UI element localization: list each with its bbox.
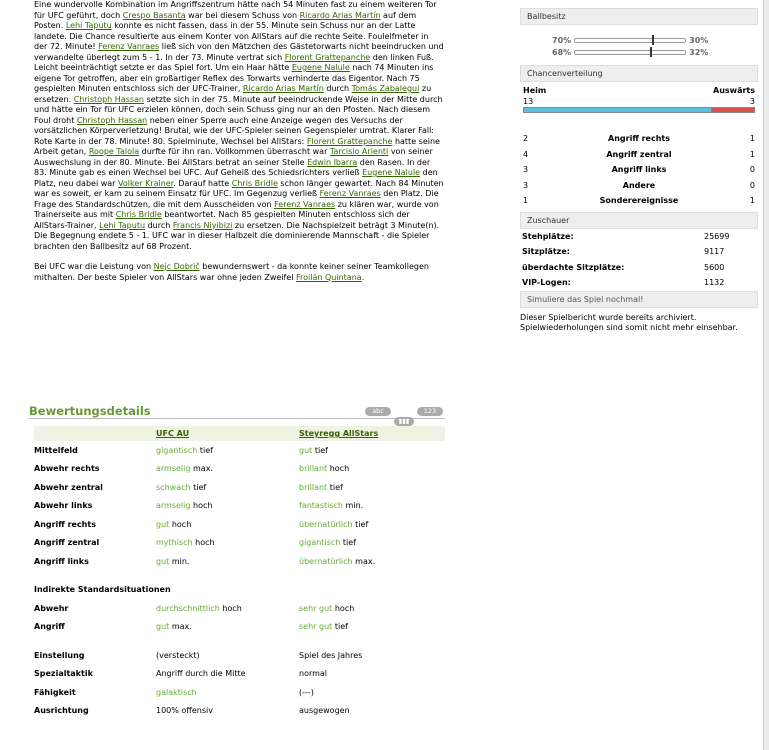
player-link[interactable]: Edwin Ibarra	[307, 157, 358, 167]
home-rating	[156, 534, 299, 553]
chance-label: Sonderereignisse	[599, 196, 679, 206]
tactic-label: Einstellung	[34, 650, 85, 660]
possession-row	[552, 35, 708, 45]
player-link[interactable]: Ferenz Vanraes	[274, 199, 336, 209]
tactic-row	[34, 646, 445, 665]
possession-box	[520, 25, 758, 65]
spectator-value: 1132	[704, 278, 725, 288]
report-text: durch	[145, 220, 173, 230]
chances-bar-home	[524, 108, 711, 112]
player-link[interactable]: Tarcisio Arienti	[329, 147, 389, 156]
view-bars-button[interactable]: ▮▮▮	[394, 417, 414, 426]
player-link[interactable]: Chris Bridle	[115, 210, 162, 219]
chance-away: 1	[749, 196, 755, 206]
player-link[interactable]: Florent Grattepanche	[284, 52, 371, 62]
home-rating-sublevel: tief	[199, 445, 214, 455]
away-rating	[299, 599, 445, 618]
chance-row	[520, 193, 758, 209]
rating-row	[34, 618, 445, 637]
ratings-table	[34, 426, 445, 720]
away-rating	[299, 515, 445, 534]
rating-label: Angriff	[34, 622, 65, 632]
home-rating-value: mythisch	[156, 538, 193, 548]
report-text: nach 74 Minuten ins eigene Tor getroffen, aber ein großartiger Reflex des Torwarts verhinderte das Eigentor. Nach 75 gespielten Minuten entschloss sich der UFC-Trainer,	[34, 63, 434, 93]
tactic-row	[34, 702, 445, 721]
home-rating	[156, 460, 299, 479]
away-rating	[299, 460, 445, 479]
tactic-label: Spezialtaktik	[34, 669, 93, 679]
spectators-list	[520, 229, 758, 291]
chances-away-label: Auswärts	[713, 86, 755, 95]
chances-bar	[523, 107, 755, 113]
player-link[interactable]: Ferenz Vanraes	[98, 42, 160, 51]
possession-away: 30%	[689, 35, 709, 45]
possession-slider	[574, 50, 686, 55]
away-tactic: normal	[299, 669, 328, 679]
chance-home: 2	[523, 134, 529, 144]
report-text: bewundernswert - da konnte keiner seiner Teamkollegen mithalten. Der beste Spieler von AllStars war ohne jeden Zweifel	[34, 262, 429, 282]
report-paragraph-1	[34, 0, 444, 252]
spectator-row	[520, 275, 758, 291]
table-spacer	[34, 636, 445, 646]
home-rating-value: armselig	[156, 464, 191, 474]
away-rating	[299, 552, 445, 571]
chance-row	[520, 147, 758, 163]
report-text: schon länger gewartet. Nach 84 Minuten war es soweit, er kam zu seinem Einsatz für UFC. Im Gegenzug verließ	[34, 178, 444, 198]
spectator-value: 9117	[704, 247, 725, 257]
chance-away: 0	[749, 165, 755, 175]
away-rating-sublevel: tief	[342, 538, 357, 548]
rating-row	[34, 599, 445, 618]
spectator-value: 5600	[704, 262, 725, 272]
spectator-row	[520, 229, 758, 245]
report-text: Eine wundervolle Kombination im Angriffszentrum hätte nach 54 Minuten fast zu einem weiteren Tor für UFC geführt, doch	[34, 0, 437, 20]
spectator-value: 25699	[704, 231, 730, 241]
away-rating	[299, 497, 445, 516]
home-tactic: (versteckt)	[156, 650, 200, 660]
chance-row	[520, 178, 758, 194]
away-rating-value: brillant	[299, 482, 328, 492]
home-rating-sublevel: min.	[171, 556, 190, 566]
possession-home: 70%	[552, 35, 572, 45]
chances-home-label: Heim	[523, 86, 547, 95]
report-text: durch	[323, 84, 352, 93]
rating-row	[34, 497, 445, 516]
away-tactic: (---)	[299, 687, 314, 697]
report-text: konnte es nicht fassen, dass in der 55. Minute sein Schuss nur an der Latte landete. Die Chance resultierte aus einem Konter von AllStars auf die rechte Seite. Foulelfmeter in der 72. Minute!	[34, 21, 429, 51]
away-tactic: Spiel des Jahres	[299, 650, 363, 660]
spectators-title: Zuschauer	[520, 212, 758, 229]
away-rating-value: übernatürlich	[299, 556, 353, 566]
ratings-table-header	[34, 426, 445, 441]
player-link[interactable]: Lehi Taputu	[99, 220, 146, 230]
report-text: durfte für ihn ran. Vollkommen überrascht war	[139, 147, 330, 156]
indirect-section	[34, 581, 445, 600]
chances-title: Chancenverteilung	[520, 65, 758, 82]
possession-away: 32%	[689, 47, 709, 57]
tactic-label: Ausrichtung	[34, 706, 89, 716]
player-link[interactable]: Eugene Nalule	[362, 168, 421, 177]
home-team-link[interactable]: UFC AU	[156, 429, 190, 438]
spectator-label: Stehplätze:	[522, 231, 574, 241]
home-rating	[156, 552, 299, 571]
home-rating-sublevel: hoch	[195, 538, 215, 548]
rating-row	[34, 515, 445, 534]
home-rating-value: schwach	[156, 482, 191, 492]
player-link[interactable]: Crespo Basanta	[122, 10, 186, 20]
tactic-row	[34, 683, 445, 702]
home-rating	[156, 497, 299, 516]
view-text-button[interactable]: abc	[365, 407, 391, 416]
away-rating	[299, 478, 445, 497]
player-link[interactable]: Tomás Zabalegui	[351, 84, 420, 93]
home-rating-value: gut	[156, 556, 170, 566]
player-link[interactable]: Froilán Quintana	[296, 272, 362, 282]
spectator-row	[520, 260, 758, 276]
rating-row	[34, 534, 445, 553]
table-spacer	[34, 571, 445, 581]
chances-home-total: 13	[523, 97, 534, 106]
chances-list	[520, 131, 758, 209]
tactic-label: Fähigkeit	[34, 687, 76, 697]
home-rating-sublevel: hoch	[193, 501, 213, 511]
chance-home: 3	[523, 180, 529, 190]
player-link[interactable]: Christoph Hassan	[76, 115, 148, 125]
report-text: Bei UFC war die Leistung von	[34, 262, 154, 271]
home-tactic: Angriff durch die Mitte	[156, 669, 246, 679]
rating-label: Angriff zentral	[34, 538, 100, 548]
ratings-header	[29, 404, 445, 425]
home-rating	[156, 441, 299, 460]
archived-notice: Dieser Spielbericht wurde bereits archiviert. Spielwiederholungen sind somit nicht mehr einsehbar.	[520, 312, 738, 332]
player-link[interactable]: Roope Talola	[88, 147, 140, 156]
rating-label: Abwehr	[34, 603, 69, 613]
report-text: war bei diesem Schuss von	[185, 10, 300, 20]
player-link[interactable]: Nejc Dobrič	[153, 262, 200, 271]
view-numbers-button[interactable]: 123	[417, 407, 443, 416]
home-rating	[156, 515, 299, 534]
chance-home: 1	[523, 196, 529, 206]
view-toggle	[365, 407, 443, 426]
home-rating-sublevel: hoch	[171, 519, 192, 529]
away-rating-sublevel: hoch	[334, 603, 355, 613]
rating-label: Abwehr zentral	[34, 482, 103, 492]
report-text: beantwortet. Nach 85 gespielten Minuten entschloss sich der AllStars-Trainer,	[34, 210, 410, 230]
indirect-title: Indirekte Standardsituationen	[34, 585, 171, 595]
home-rating-sublevel: tief	[193, 482, 207, 492]
home-rating-value: gut	[156, 622, 170, 632]
away-rating-sublevel: tief	[329, 482, 343, 492]
report-text: . Darauf hatte	[173, 178, 232, 188]
spectator-row	[520, 244, 758, 260]
away-rating-sublevel: min.	[345, 501, 364, 511]
possession-home: 68%	[552, 47, 572, 57]
home-tactic: 100% offensiv	[156, 706, 213, 716]
chance-away: 1	[749, 149, 755, 159]
chance-away: 0	[749, 180, 755, 190]
player-link[interactable]: Ricardo Arias Martín	[242, 84, 324, 93]
sidebar	[520, 0, 758, 334]
player-link[interactable]: Lehi Taputu	[65, 21, 112, 30]
spectator-label: VIP-Logen:	[522, 278, 571, 288]
report-text: zu ersetzen.	[34, 84, 432, 104]
report-text: den linken Fuß. Leicht beeinträchtigt setzte er das Spiel fort. Um ein Haar hätte	[34, 52, 434, 72]
possession-thumb	[650, 47, 652, 57]
rating-label: Abwehr rechts	[34, 464, 100, 474]
player-link[interactable]: Eugene Nalule	[291, 63, 350, 72]
match-report	[34, 0, 444, 283]
rating-label: Angriff rechts	[34, 519, 96, 529]
spectator-label: Sitzplätze:	[522, 247, 570, 257]
home-rating-value: gut	[156, 519, 170, 529]
player-link[interactable]: Chris Bridle	[231, 178, 278, 188]
report-text: den Platz. Die Frage des Standardschützen, die mit dem Ausscheiden von	[34, 189, 439, 209]
chance-row	[520, 131, 758, 147]
player-link[interactable]: Volker Krainer	[118, 178, 174, 188]
rating-row	[34, 478, 445, 497]
home-rating-sublevel: max.	[193, 464, 213, 474]
report-text: setzte sich in der 75. Minute auf beeindruckende Weise in der Mitte durch und hätte ein Tor für UFC erzielen können, doch sein Schuss ging nur an den Pfosten. Nach diesem Foul droht	[34, 94, 443, 125]
possession-thumb	[652, 35, 654, 45]
report-text: zu ersetzen. Die Nachspielzeit beträgt 3 Minute(n). Die Begegnung endete 5 - 1. UFC war in dieser Halbzeit die dominierende Mannschaft - die Spieler brachten den Ballbesitz auf 68 Prozent.	[34, 220, 440, 251]
rating-row	[34, 552, 445, 571]
report-text: auf dem Posten.	[34, 10, 417, 30]
away-team-link[interactable]: Steyregg AllStars	[299, 429, 379, 438]
away-rating-value: brillant	[299, 464, 328, 474]
report-text: zu klären war, wurde von Trainerseite aus mit	[34, 199, 439, 219]
away-rating-sublevel: tief	[355, 519, 369, 529]
away-rating-sublevel: tief	[314, 445, 328, 455]
home-rating-value: durchschnittlich	[156, 603, 220, 613]
away-rating-value: sehr gut	[299, 622, 333, 632]
home-rating-value: gigantisch	[156, 445, 198, 455]
page-scrollbar[interactable]	[763, 0, 769, 750]
away-tactic: ausgewogen	[299, 706, 350, 716]
away-rating-sublevel: hoch	[329, 464, 350, 474]
away-rating-value: sehr gut	[299, 603, 333, 613]
away-rating-value: übernatürlich	[299, 519, 353, 529]
player-link[interactable]: Francis Niyibizi	[172, 220, 233, 230]
possession-slider	[574, 38, 686, 43]
away-rating-value: fantastisch	[299, 501, 343, 511]
chances-away-total: 3	[749, 97, 755, 106]
away-rating	[299, 441, 445, 460]
chance-label: Andere	[622, 180, 656, 190]
tactic-row	[34, 665, 445, 684]
player-link[interactable]: Florent Grattepanche	[306, 136, 393, 146]
away-rating-value: gut	[299, 445, 313, 455]
rating-row	[34, 441, 445, 460]
away-rating-sublevel: max.	[355, 556, 376, 566]
report-text: den Rasen. In der 83. Minute gab es einen Wechsel bei UFC. Auf Geheiß des Schiedsrichters verließ	[34, 157, 431, 177]
away-rating	[299, 618, 445, 637]
chance-away: 1	[749, 134, 755, 144]
chance-home: 3	[523, 165, 529, 175]
rating-row	[34, 460, 445, 479]
away-rating-value: gigantisch	[299, 538, 341, 548]
player-link[interactable]: Ferenz Vanraes	[319, 189, 381, 198]
rating-label: Mittelfeld	[34, 445, 78, 455]
chance-home: 4	[523, 149, 529, 159]
away-rating-sublevel: tief	[334, 622, 348, 632]
chance-label: Angriff zentral	[606, 149, 672, 159]
chances-bar-away	[711, 108, 754, 112]
chance-label: Angriff links	[611, 165, 667, 175]
report-text: hatte seine Arbeit getan,	[34, 136, 440, 156]
home-rating-sublevel: max.	[171, 622, 192, 632]
rating-label: Angriff links	[34, 556, 89, 566]
away-rating	[299, 534, 445, 553]
possession-row	[552, 47, 708, 57]
report-text: neben einer Sperre auch eine Anzeige wegen des Versuchs der vorsätzlichen Körperverletzung! Brutal, wie der UFC-Spieler seinen Gegenspieler umtrat. Klarer Fall: Rote Karte in der 78. Minute! 80. Spielminute, Wechsel bei AllStars:	[34, 115, 434, 146]
possession-title: Ballbesitz	[520, 8, 758, 25]
home-rating-sublevel: hoch	[222, 603, 242, 613]
rating-label: Abwehr links	[34, 501, 93, 511]
simulate-again-button[interactable]: Simuliere das Spiel nochmal!	[520, 291, 758, 308]
ratings-title: Bewertungsdetails	[29, 404, 155, 418]
spectator-label: überdachte Sitzplätze:	[522, 262, 625, 272]
player-link[interactable]: Ricardo Arias Martín	[299, 10, 381, 20]
report-paragraph-2	[34, 262, 444, 283]
home-rating	[156, 478, 299, 497]
report-text: ließ sich von den Mätzchen des Gästetorwarts nicht beeindrucken und verwandelte überlegt zum 5 - 1. In der 73. Minute vertrat sich	[34, 42, 444, 62]
player-link[interactable]: Christoph Hassan	[73, 94, 145, 104]
home-tactic: galaktisch	[156, 687, 197, 697]
report-text: den Platz, neu dabei war	[34, 168, 438, 188]
report-text: von seiner Auswechslung in der 80. Minute. Bei AllStars betrat an seiner Stelle	[34, 147, 433, 167]
home-rating	[156, 618, 299, 637]
chance-label: Angriff rechts	[608, 134, 670, 144]
chance-row	[520, 162, 758, 178]
report-text: .	[361, 272, 365, 282]
home-rating	[156, 599, 299, 618]
home-rating-value: armselig	[156, 501, 191, 511]
